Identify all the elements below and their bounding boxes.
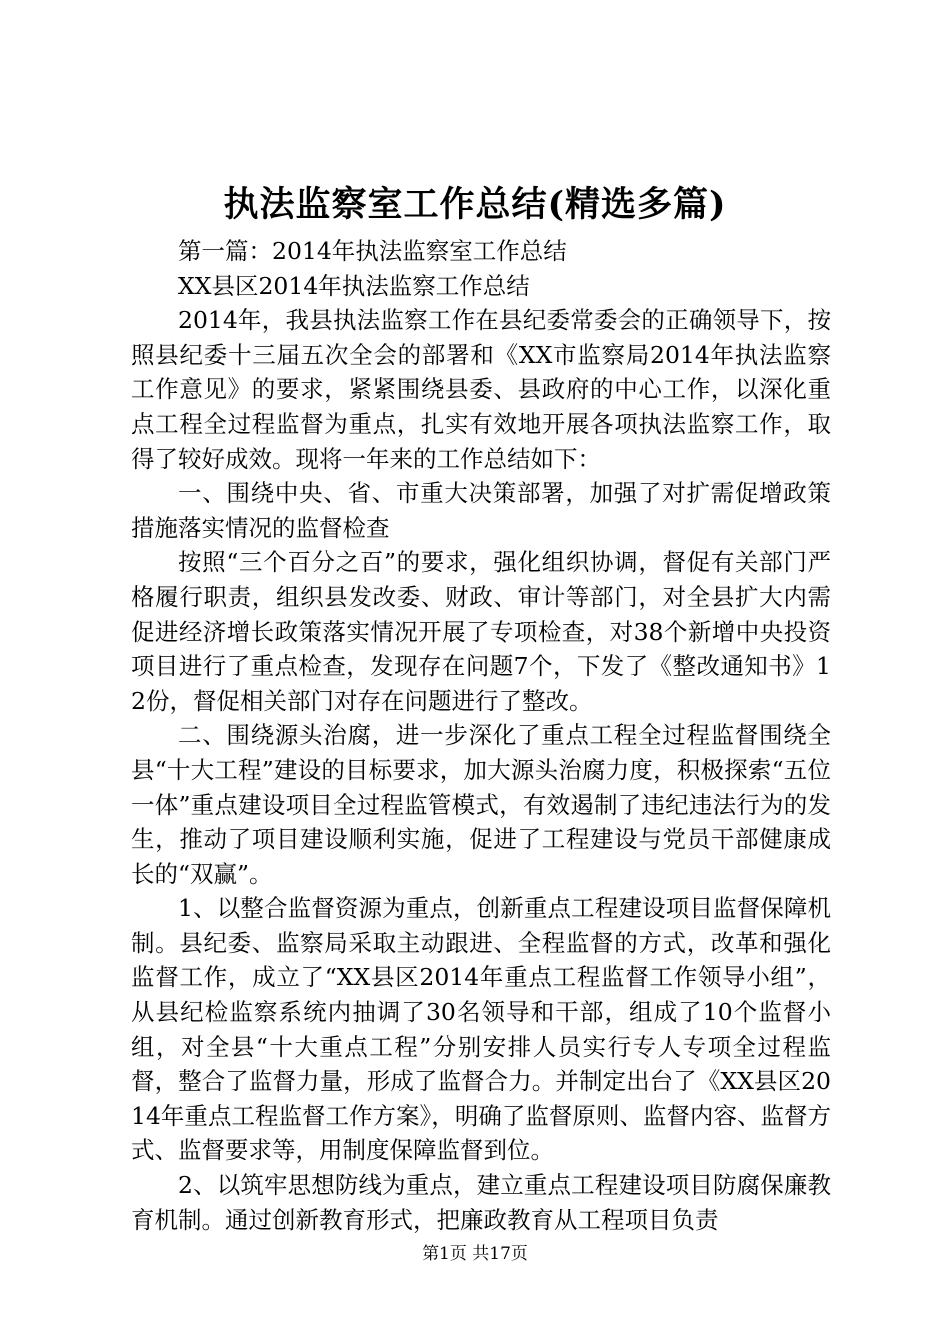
document-title: 执法监察室工作总结(精选多篇) xyxy=(223,184,727,225)
paragraph-heading-one: 一、围绕中央、省、市重大决策部署，加强了对扩需促增政策措施落实情况的监督检查 xyxy=(131,479,831,542)
page-footer: 第1页 共17页 xyxy=(422,1244,528,1264)
paragraph-item-two: 2、以筑牢思想防线为重点，建立重点工程建设项目防腐保廉教育机制。通过创新教育形式，把廉政教育从工程项目负责 xyxy=(131,1171,831,1234)
paragraph-section-heading: 第一篇：2014年执法监察室工作总结 xyxy=(178,237,567,265)
paragraph-subtitle: XX县区2014年执法监察工作总结 xyxy=(178,271,530,300)
paragraph-heading-two: 二、围绕源头治腐，进一步深化了重点工程全过程监督围绕全县“十大工程”建设的目标要求，加大源头治腐力度，积极探索“五位一体”重点建设项目全过程监管模式，有效遏制了违纪违法行为的发生，推动了项目建设顺利实施，促进了工程建设与党员干部健康成长的“双赢”。 xyxy=(131,721,831,888)
document-body xyxy=(131,234,831,1237)
paragraph-body-one: 按照“三个百分之百”的要求，强化组织协调，督促有关部门严格履行职责，组织县发改委、财政、审计等部门，对全县扩大内需促进经济增长政策落实情况开展了专项检查，对38个新增中央投资项目进行了重点检查，发现存在问题7个，下发了《整改通知书》12份，督促相关部门对存在问题进行了整改。 xyxy=(131,548,831,715)
paragraph-intro: 2014年，我县执法监察工作在县纪委常委会的正确领导下，按照县纪委十三届五次全会的部署和《XX市监察局2014年执法监察工作意见》的要求，紧紧围绕县委、县政府的中心工作，以深化重点工程全过程监督为重点，扎实有效地开展各项执法监察工作，取得了较好成效。现将一年来的工作总结如下： xyxy=(131,306,831,473)
paragraph-item-one: 1、以整合监督资源为重点，创新重点工程建设项目监督保障机制。县纪委、监察局采取主动跟进、全程监督的方式，改革和强化监督工作，成立了“XX县区2014年重点工程监督工作领导小组”，从县纪检监察系统内抽调了30名领导和干部，组成了10个监督小组，对全县“十大重点工程”分别安排人员实行专人专项全过程监督，整合了监督力量，形成了监督合力。并制定出台了《XX县区2014年重点工程监督工作方案》，明确了监督原则、监督内容、监督方式、监督要求等，用制度保障监督到位。 xyxy=(131,894,831,1165)
